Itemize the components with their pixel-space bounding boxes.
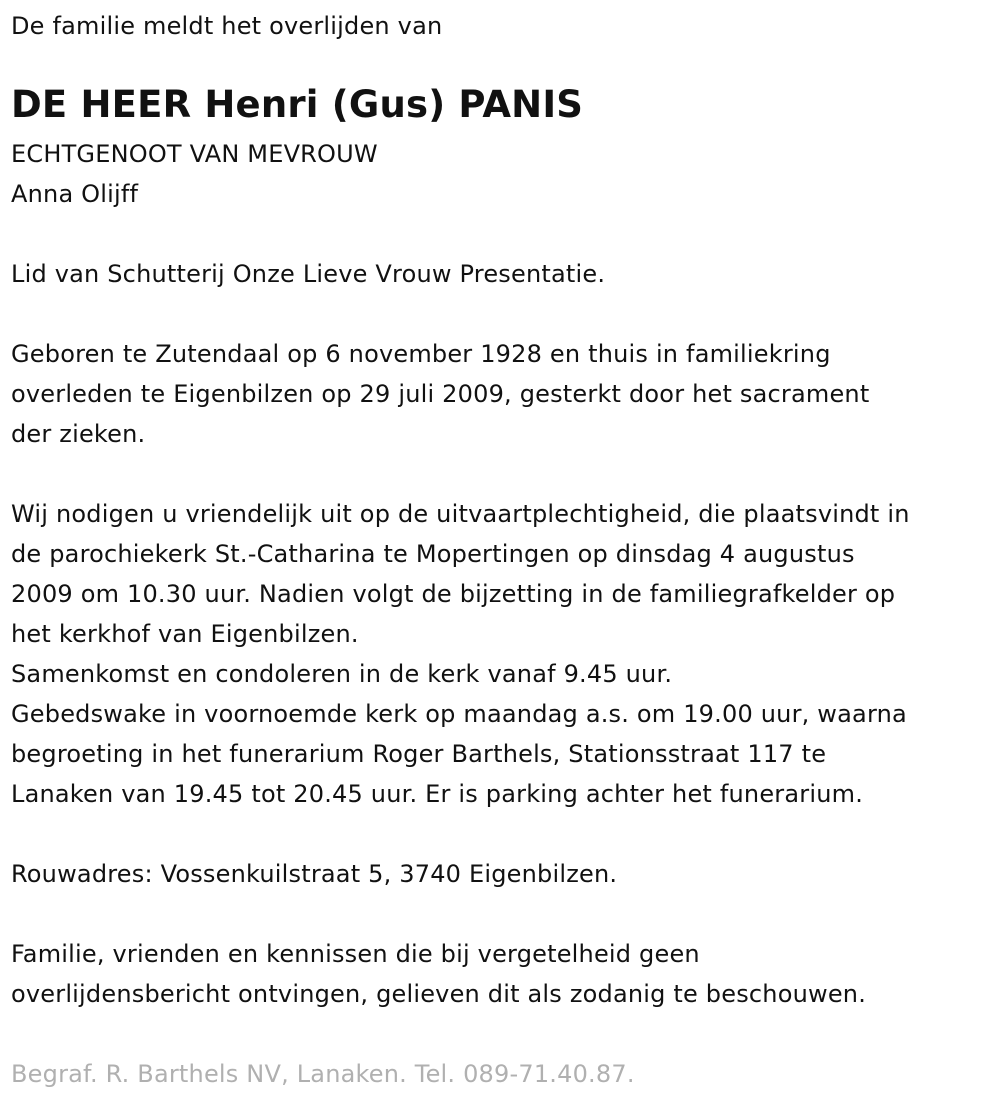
closing-paragraph	[11, 934, 866, 1014]
paragraph-line: het kerkhof van Eigenbilzen.	[11, 620, 359, 648]
intro-text: De familie meldt het overlijden van	[11, 12, 443, 40]
paragraph-line: Gebedswake in voornoemde kerk op maandag a.s. om 19.00 uur, waarna	[11, 700, 907, 728]
paragraph-line: Samenkomst en condoleren in de kerk vanaf 9.45 uur.	[11, 660, 673, 688]
spouse-title: ECHTGENOOT VAN MEVROUW	[11, 140, 378, 168]
paragraph-line: der zieken.	[11, 420, 146, 448]
paragraph-line: overlijdensbericht ontvingen, gelieven dit als zodanig te beschouwen.	[11, 980, 867, 1008]
mourning-address: Rouwadres: Vossenkuilstraat 5, 3740 Eigenbilzen.	[11, 860, 618, 888]
membership-text: Lid van Schutterij Onze Lieve Vrouw Presentatie.	[11, 260, 606, 288]
ceremony-paragraph	[11, 494, 910, 814]
paragraph-line: 2009 om 10.30 uur. Nadien volgt de bijzetting in de familiegrafkelder op	[11, 580, 896, 608]
paragraph-line: Familie, vrienden en kennissen die bij vergetelheid geen	[11, 940, 700, 968]
funeral-director-footer: Begraf. R. Barthels NV, Lanaken. Tel. 089-71.40.87.	[11, 1060, 635, 1088]
paragraph-line: Lanaken van 19.45 tot 20.45 uur. Er is parking achter het funerarium.	[11, 780, 864, 808]
paragraph-line: Wij nodigen u vriendelijk uit op de uitvaartplechtigheid, die plaatsvindt in	[11, 500, 910, 528]
birth-death-paragraph	[11, 334, 869, 454]
paragraph-line: begroeting in het funerarium Roger Barthels, Stationsstraat 117 te	[11, 740, 827, 768]
paragraph-line: de parochiekerk St.-Catharina te Mopertingen op dinsdag 4 augustus	[11, 540, 855, 568]
paragraph-line: Geboren te Zutendaal op 6 november 1928 en thuis in familiekring	[11, 340, 831, 368]
deceased-name: DE HEER Henri (Gus) PANIS	[11, 83, 584, 126]
spouse-name: Anna Olijff	[11, 180, 139, 208]
paragraph-line: overleden te Eigenbilzen op 29 juli 2009, gesterkt door het sacrament	[11, 380, 870, 408]
